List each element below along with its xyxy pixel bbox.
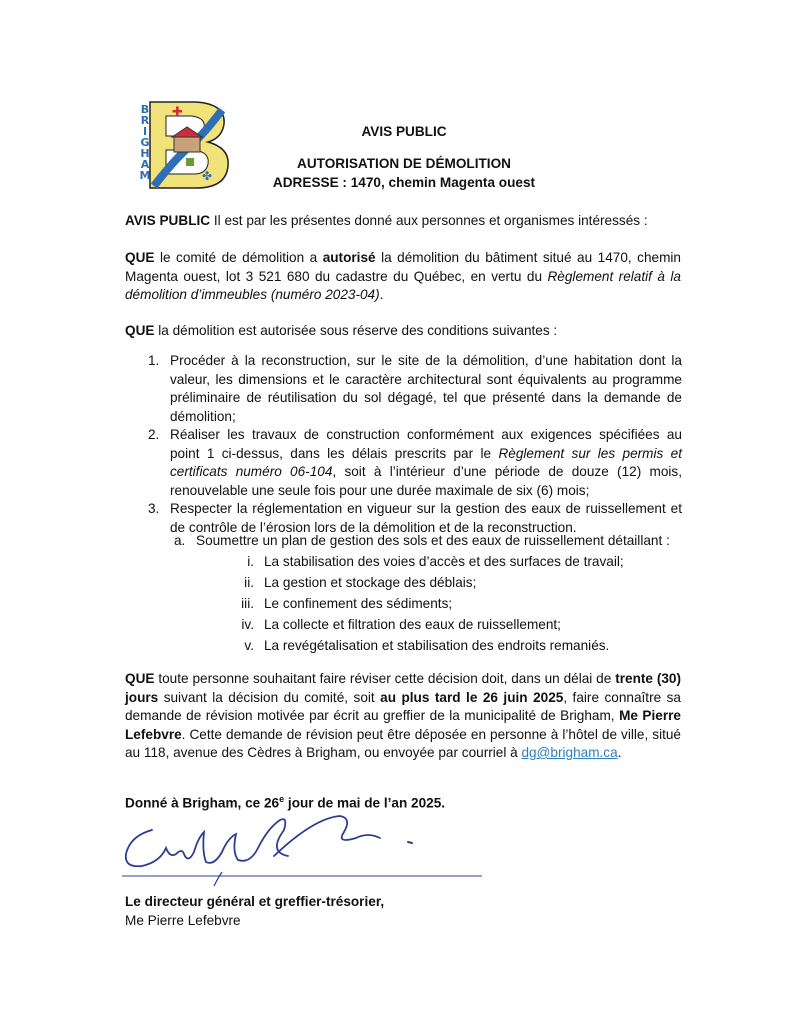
condition-text: Réaliser les travaux de construction conformément aux exigences spécifiées au point 1 ci-dessus, dans les délais prescrits par le: [170, 427, 682, 461]
condition-number: 3.: [148, 501, 160, 516]
que1-text-2: la démolition du bâtiment situé au 1470, chemin Magenta ouest, lot 3 521 680 du cadastre du Québec, en vertu du: [125, 250, 681, 284]
que1-authorized: autorisé: [322, 250, 376, 265]
condition-item: [148, 352, 682, 426]
sub-item-number: ii.: [244, 575, 254, 590]
email-link[interactable]: dg@brigham.ca: [521, 745, 618, 760]
notice-title: AVIS PUBLIC: [361, 124, 447, 139]
que3-text-5: .: [617, 745, 622, 760]
signature: [118, 808, 488, 888]
given-at-text-end: jour de mai de l’an 2025.: [284, 795, 446, 811]
que1-text-3: .: [379, 287, 384, 302]
subcondition-letter: a.: [174, 533, 186, 548]
que3-text-3: , faire connaître sa demande de révision motivée par écrit au greffier de la municipalité de Brigham,: [125, 689, 681, 723]
brigham-logo: [134, 100, 234, 190]
given-at-text: Donné à Brigham, ce 26: [125, 795, 280, 811]
sub-item-number: iii.: [241, 596, 254, 611]
intro-paragraph: [125, 212, 681, 231]
que1-regulation: Règlement relatif à la démolition d’immeubles (numéro 2023-04): [125, 268, 681, 302]
sub-item-text: Le confinement des sédiments;: [264, 596, 453, 611]
condition-text: Respecter la réglementation en vigueur sur la gestion des eaux de ruissellement et de contrôle de l’érosion lors de la démolition et de la reconstruction.: [170, 501, 682, 535]
sub-item-number: i.: [247, 554, 254, 569]
notice-address: ADRESSE : 1470, chemin Magenta ouest: [272, 175, 536, 190]
que2-text: la démolition est autorisée sous réserve des conditions suivantes :: [154, 323, 558, 338]
sub-item-text: La gestion et stockage des déblais;: [264, 575, 477, 590]
condition-regulation: Règlement sur les permis et certificats numéro 06-104: [170, 445, 683, 479]
condition-text-end: , soit à l’intérieur d’une période de douze (12) mois, renouvelable une seule fois pour une durée maximale de six (6) mois;: [170, 464, 682, 498]
given-at-superscript: e: [279, 794, 285, 804]
que3-clerk-name: Me Pierre Lefebvre: [125, 708, 681, 742]
intro-lead: AVIS PUBLIC: [125, 213, 211, 228]
que3-deadline: au plus tard le 26 juin 2025: [380, 689, 564, 705]
condition-item: [148, 426, 682, 500]
condition-number: 1.: [148, 353, 160, 368]
que3-text-4: . Cette demande de révision peut être déposée en personne à l’hôtel de ville, situé au 118, avenue des Cèdres à Brigham, ou envoyée par courriel à: [125, 726, 681, 760]
que2-paragraph: [125, 322, 681, 341]
que3-lead: QUE: [125, 671, 155, 686]
condition-number: 2.: [148, 427, 160, 442]
subcondition-text: Soumettre un plan de gestion des sols et des eaux de ruissellement détaillant :: [196, 533, 670, 548]
sub-item-number: iv.: [241, 617, 254, 632]
sub-item-text: La stabilisation des voies d’accès et des surfaces de travail;: [264, 554, 624, 569]
sub-item-number: v.: [244, 638, 254, 653]
sub-item-text: La revégétalisation et stabilisation des endroits remaniés.: [264, 638, 610, 653]
subcondition: [174, 532, 674, 551]
que3-paragraph: [125, 670, 681, 763]
signer-name: Me Pierre Lefebvre: [125, 913, 241, 928]
que2-lead: QUE: [125, 323, 155, 338]
que1-text-1: le comité de démolition a: [154, 250, 323, 265]
conditions-list: [148, 352, 682, 537]
notice-subtitle: AUTORISATION DE DÉMOLITION: [297, 156, 511, 171]
signer-title: Le directeur général et greffier-trésorier,: [125, 894, 385, 909]
que3-delay: trente (30) jours: [125, 671, 682, 705]
que3-text-2: suivant la décision du comité, soit: [158, 689, 381, 705]
svg-text:✤: ✤: [202, 169, 213, 183]
que3-text-1: toute personne souhaitant faire réviser cette décision doit, dans un délai de: [154, 671, 616, 686]
logo-vertical-text: BRIGHAM: [139, 103, 151, 182]
condition-text: Procéder à la reconstruction, sur le site de la démolition, d’une habitation dont la valeur, les dimensions et le caractère architectural sont équivalents au programme préliminaire de réutilisation du sol dégagé, tel que présenté dans la demande de démolition;: [170, 353, 682, 424]
que1-paragraph: [125, 249, 681, 305]
sub-item-text: La collecte et filtration des eaux de ruissellement;: [264, 617, 561, 632]
que1-lead: QUE: [125, 250, 155, 265]
svg-text:✚: ✚: [172, 105, 183, 120]
intro-text: Il est par les présentes donné aux personnes et organismes intéressés :: [210, 213, 648, 228]
